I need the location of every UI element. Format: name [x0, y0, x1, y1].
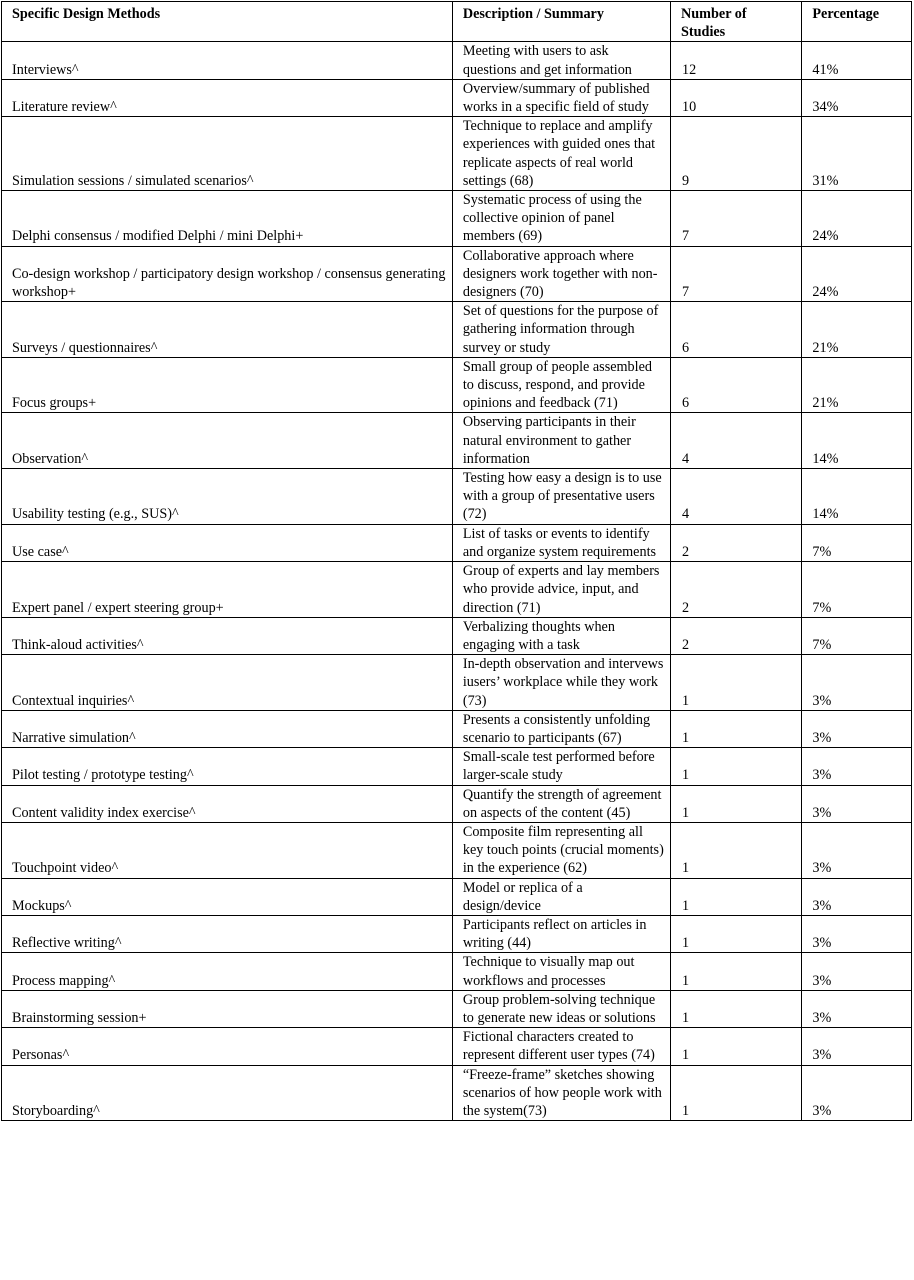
studies-cell: 2 [671, 617, 802, 654]
studies-cell: 1 [671, 1028, 802, 1065]
studies-cell: 6 [671, 357, 802, 413]
table-row [2, 617, 912, 654]
studies-cell: 9 [671, 117, 802, 191]
table-row [2, 117, 912, 191]
design-methods-table [1, 1, 912, 1121]
table-row [2, 1065, 912, 1121]
method-cell: Narrative simulation^ [2, 710, 453, 747]
percentage-cell: 3% [802, 655, 912, 711]
studies-cell: 7 [671, 246, 802, 302]
studies-cell: 1 [671, 710, 802, 747]
description-cell: Testing how easy a design is to use with a group of presentative users (72) [452, 469, 670, 525]
table-row [2, 953, 912, 990]
percentage-cell: 34% [802, 79, 912, 116]
percentage-cell: 24% [802, 246, 912, 302]
studies-cell: 1 [671, 655, 802, 711]
percentage-cell: 3% [802, 953, 912, 990]
table-row [2, 246, 912, 302]
method-cell: Delphi consensus / modified Delphi / mini Delphi+ [2, 191, 453, 247]
description-cell: Group of experts and lay members who provide advice, input, and direction (71) [452, 562, 670, 618]
table-row [2, 302, 912, 358]
percentage-cell: 7% [802, 524, 912, 561]
percentage-cell: 14% [802, 469, 912, 525]
description-cell: List of tasks or events to identify and organize system requirements [452, 524, 670, 561]
percentage-cell: 7% [802, 617, 912, 654]
description-cell: Quantify the strength of agreement on aspects of the content (45) [452, 785, 670, 822]
percentage-cell: 3% [802, 878, 912, 915]
description-cell: Overview/summary of published works in a specific field of study [452, 79, 670, 116]
method-cell: Storyboarding^ [2, 1065, 453, 1121]
studies-cell: 1 [671, 990, 802, 1027]
table-row [2, 191, 912, 247]
percentage-cell: 3% [802, 710, 912, 747]
description-cell: Observing participants in their natural environment to gather information [452, 413, 670, 469]
method-cell: Content validity index exercise^ [2, 785, 453, 822]
table-row [2, 1028, 912, 1065]
table-row [2, 469, 912, 525]
method-cell: Surveys / questionnaires^ [2, 302, 453, 358]
percentage-cell: 14% [802, 413, 912, 469]
description-cell: Group problem-solving technique to generate new ideas or solutions [452, 990, 670, 1027]
method-cell: Mockups^ [2, 878, 453, 915]
description-cell: Meeting with users to ask questions and get information [452, 42, 670, 79]
method-cell: Touchpoint video^ [2, 822, 453, 878]
description-cell: Participants reflect on articles in writing (44) [452, 915, 670, 952]
description-cell: Verbalizing thoughts when engaging with a task [452, 617, 670, 654]
percentage-cell: 7% [802, 562, 912, 618]
description-cell: Set of questions for the purpose of gathering information through survey or study [452, 302, 670, 358]
percentage-cell: 41% [802, 42, 912, 79]
percentage-cell: 21% [802, 357, 912, 413]
studies-cell: 6 [671, 302, 802, 358]
table-row [2, 413, 912, 469]
table-row [2, 79, 912, 116]
description-cell: Small-scale test performed before larger-scale study [452, 748, 670, 785]
percentage-cell: 3% [802, 915, 912, 952]
studies-cell: 1 [671, 822, 802, 878]
description-cell: Fictional characters created to represent different user types (74) [452, 1028, 670, 1065]
method-cell: Contextual inquiries^ [2, 655, 453, 711]
method-cell: Reflective writing^ [2, 915, 453, 952]
percentage-cell: 3% [802, 990, 912, 1027]
description-cell: Systematic process of using the collective opinion of panel members (69) [452, 191, 670, 247]
header-row [2, 2, 912, 42]
table-row [2, 655, 912, 711]
table-row [2, 990, 912, 1027]
table-row [2, 42, 912, 79]
method-cell: Use case^ [2, 524, 453, 561]
method-cell: Co-design workshop / participatory design workshop / consensus generating workshop+ [2, 246, 453, 302]
studies-cell: 4 [671, 469, 802, 525]
description-cell: Small group of people assembled to discuss, respond, and provide opinions and feedback (71) [452, 357, 670, 413]
percentage-cell: 31% [802, 117, 912, 191]
description-cell: Technique to replace and amplify experiences with guided ones that replicate aspects of real world settings (68) [452, 117, 670, 191]
studies-cell: 10 [671, 79, 802, 116]
header-number-of-studies: Number of Studies [671, 2, 802, 42]
method-cell: Focus groups+ [2, 357, 453, 413]
percentage-cell: 24% [802, 191, 912, 247]
method-cell: Literature review^ [2, 79, 453, 116]
table-row [2, 785, 912, 822]
table-row [2, 915, 912, 952]
table-row [2, 710, 912, 747]
table-row [2, 562, 912, 618]
method-cell: Pilot testing / prototype testing^ [2, 748, 453, 785]
table-row [2, 878, 912, 915]
description-cell: Collaborative approach where designers work together with non-designers (70) [452, 246, 670, 302]
table-body [2, 42, 912, 1121]
description-cell: Technique to visually map out workflows and processes [452, 953, 670, 990]
studies-cell: 1 [671, 953, 802, 990]
studies-cell: 1 [671, 1065, 802, 1121]
studies-cell: 7 [671, 191, 802, 247]
description-cell: Model or replica of a design/device [452, 878, 670, 915]
percentage-cell: 3% [802, 785, 912, 822]
studies-cell: 1 [671, 878, 802, 915]
method-cell: Brainstorming session+ [2, 990, 453, 1027]
studies-cell: 1 [671, 915, 802, 952]
studies-cell: 2 [671, 524, 802, 561]
percentage-cell: 3% [802, 822, 912, 878]
method-cell: Interviews^ [2, 42, 453, 79]
method-cell: Observation^ [2, 413, 453, 469]
method-cell: Expert panel / expert steering group+ [2, 562, 453, 618]
header-percentage: Percentage [802, 2, 912, 42]
studies-cell: 1 [671, 785, 802, 822]
studies-cell: 12 [671, 42, 802, 79]
percentage-cell: 3% [802, 1028, 912, 1065]
percentage-cell: 3% [802, 1065, 912, 1121]
percentage-cell: 3% [802, 748, 912, 785]
percentage-cell: 21% [802, 302, 912, 358]
header-method: Specific Design Methods [2, 2, 453, 42]
studies-cell: 2 [671, 562, 802, 618]
studies-cell: 4 [671, 413, 802, 469]
method-cell: Simulation sessions / simulated scenarios^ [2, 117, 453, 191]
header-description: Description / Summary [452, 2, 670, 42]
description-cell: “Freeze-frame” sketches showing scenarios of how people work with the system(73) [452, 1065, 670, 1121]
description-cell: Presents a consistently unfolding scenario to participants (67) [452, 710, 670, 747]
table-row [2, 748, 912, 785]
method-cell: Think-aloud activities^ [2, 617, 453, 654]
table-row [2, 524, 912, 561]
description-cell: In-depth observation and intervews iusers’ workplace while they work (73) [452, 655, 670, 711]
studies-cell: 1 [671, 748, 802, 785]
table-row [2, 822, 912, 878]
description-cell: Composite film representing all key touch points (crucial moments) in the experience (62) [452, 822, 670, 878]
method-cell: Usability testing (e.g., SUS)^ [2, 469, 453, 525]
table-row [2, 357, 912, 413]
method-cell: Personas^ [2, 1028, 453, 1065]
method-cell: Process mapping^ [2, 953, 453, 990]
